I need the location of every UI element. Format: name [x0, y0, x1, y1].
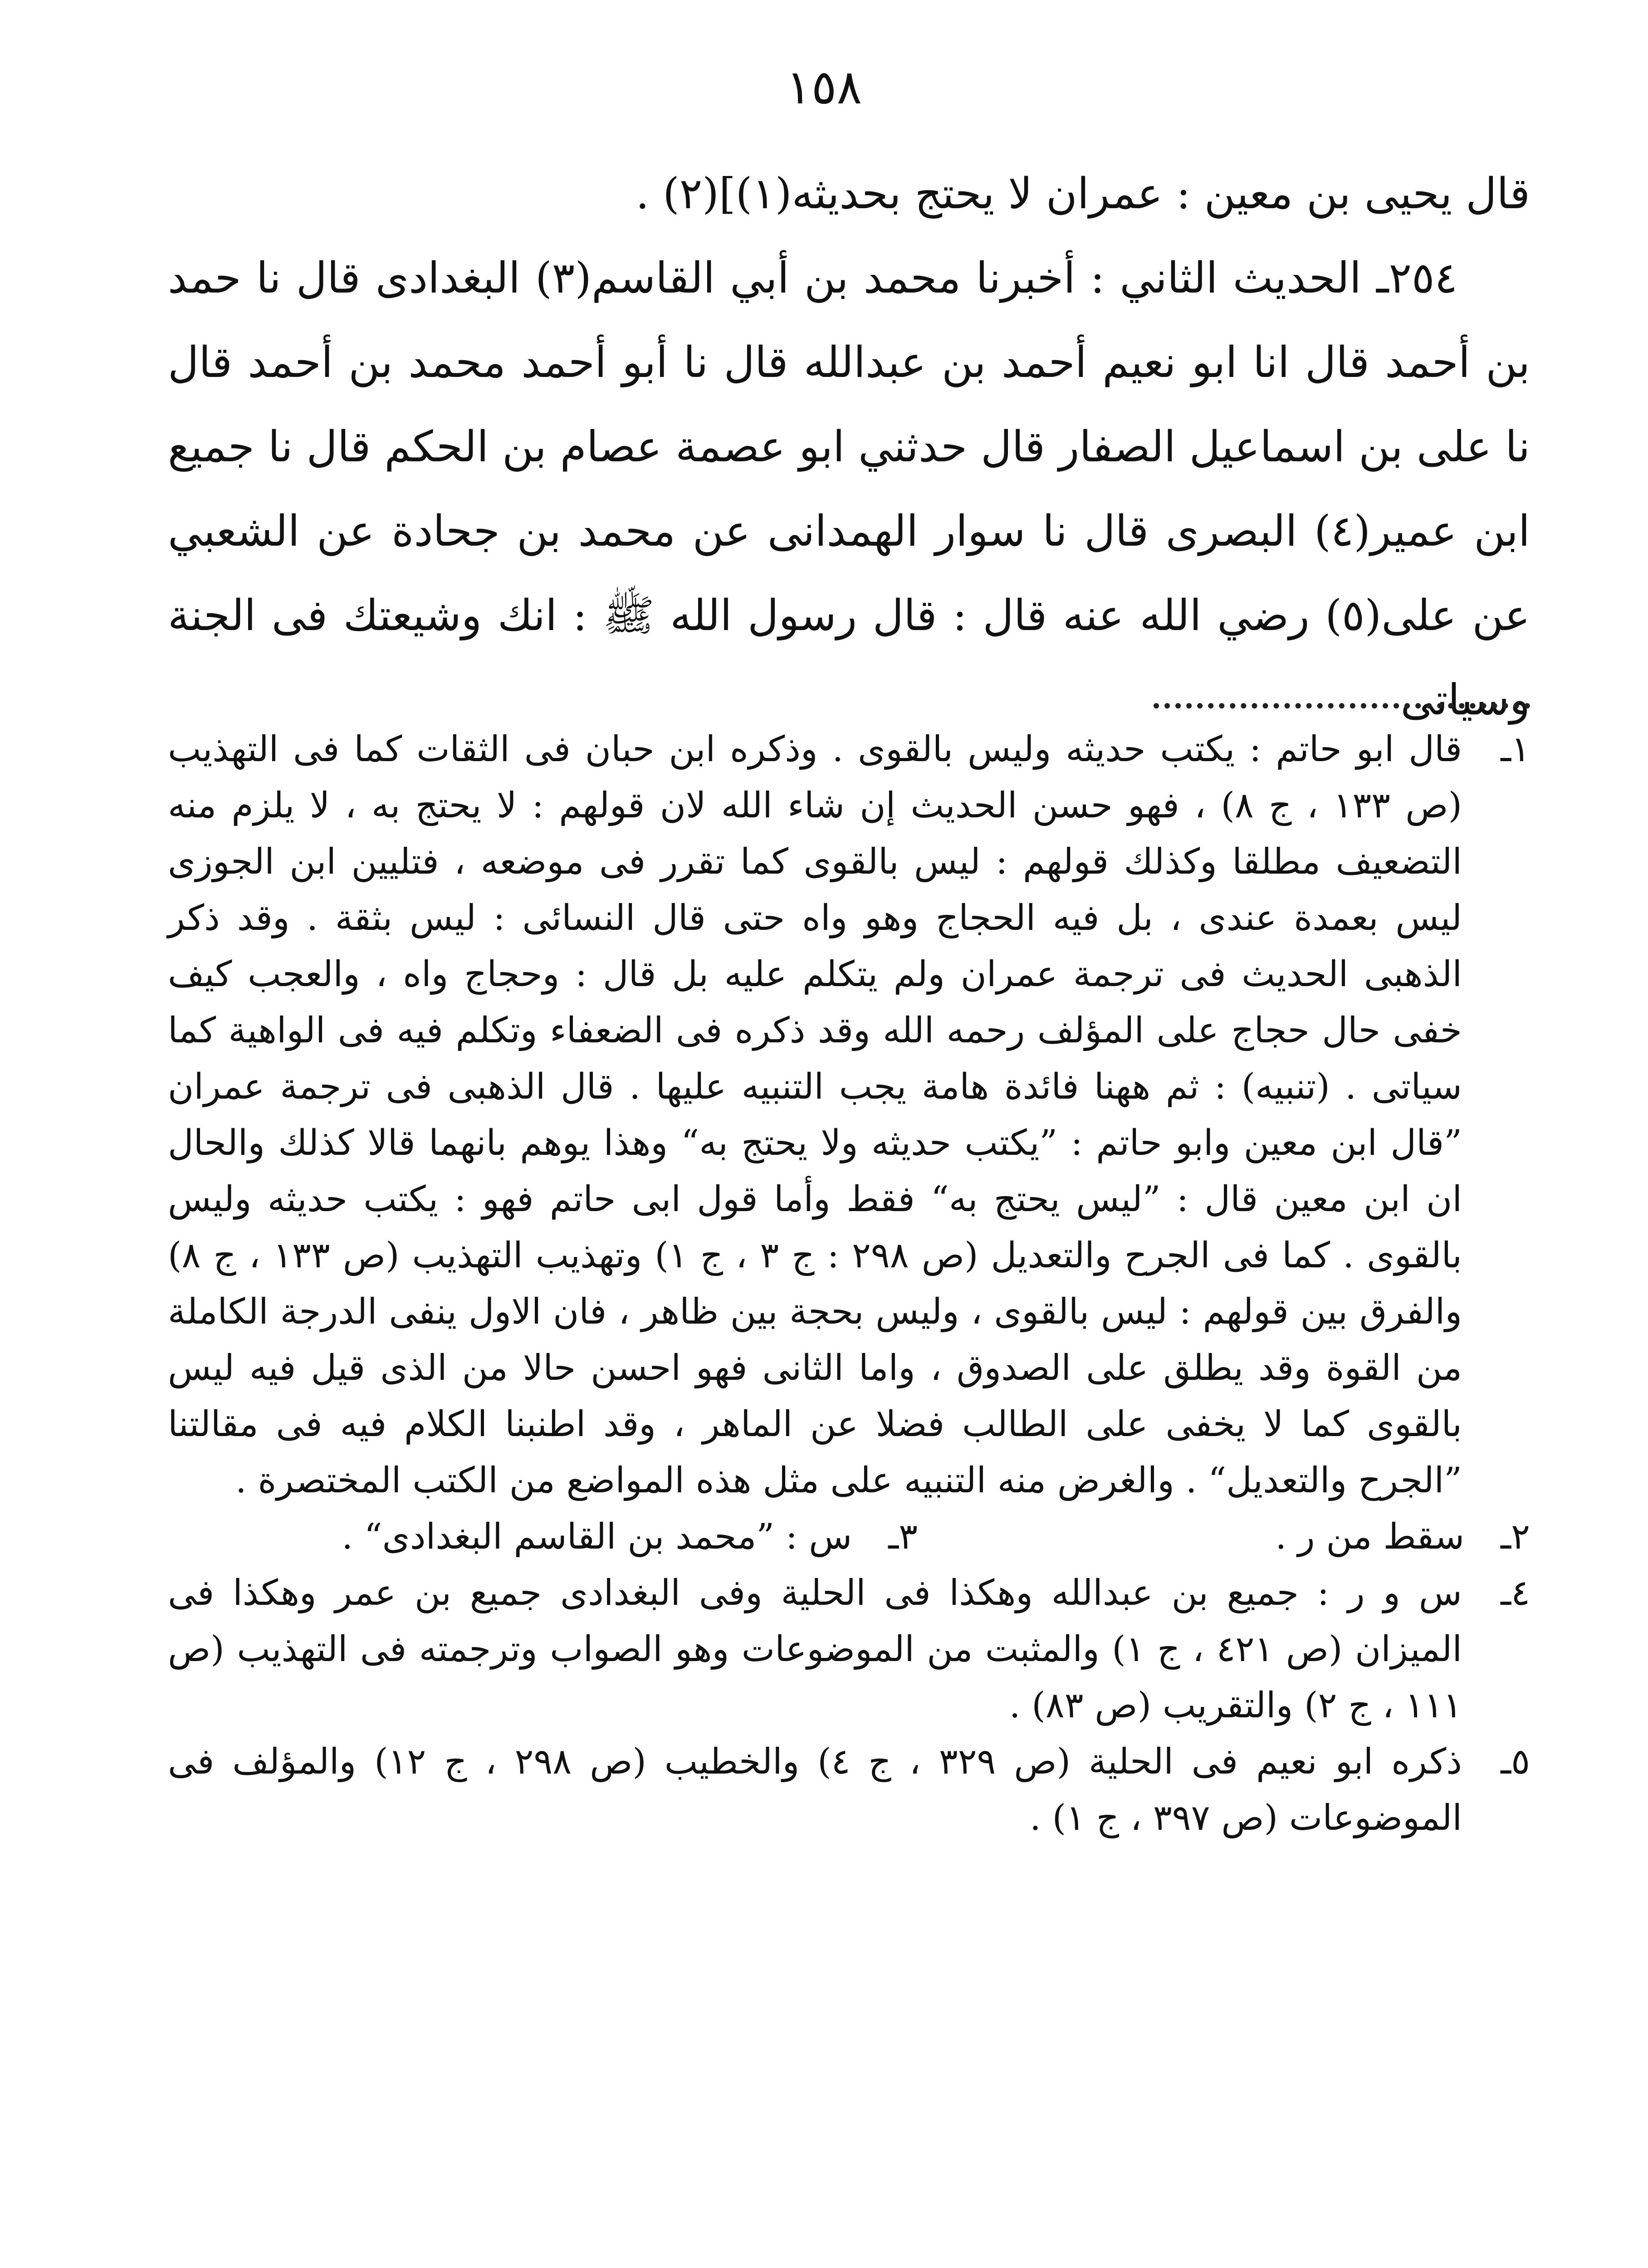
footnote-number: ٢ـ — [1501, 1516, 1530, 1557]
footnote-1 — [168, 721, 1530, 1509]
footnotes — [168, 721, 1530, 1846]
footnote-text: س : ”محمد بن القاسم البغدادى“ . — [342, 1516, 852, 1557]
footnote-number: ١ـ — [1501, 729, 1530, 770]
footnote-number: ٥ـ — [1501, 1741, 1530, 1782]
main-text — [168, 152, 1530, 743]
footnote-number: ٤ـ — [1501, 1573, 1530, 1613]
main-paragraph-1: قال يحيى بن معين : عمران لا يحتج بحديثه(١)](٢) . — [636, 169, 1530, 219]
footnote-text: قال ابو حاتم : يكتب حديثه وليس بالقوى . وذكره ابن حبان فى الثقات كما فى التهذيب (ص ١٣٣ ، ج ٨) ، فهو حسن الحديث إن شاء الله لان قولهم : لا يحتج به ، لا يلزم منه التضعيف مطلقا وكذلك قولهم : ليس بالقوى كما تقرر فى موضعه ، فتليين ابن الجوزى ليس بعمدة عندى ، بل فيه الحجاج وهو واه حتى قال النسائى : ليس بثقة . وقد ذكر الذهبى الحديث فى ترجمة عمران ولم يتكلم عليه بل قال : وحجاج واه ، والعجب كيف خفى حال حجاج على المؤلف رحمه الله وقد ذكره فى الضعفاء وتكلم فيه فى الواهية كما سياتى . (تنبيه) : ثم ههنا فائدة هامة يجب التنبيه عليها . قال الذهبى فى ترجمة عمران ”قال ابن معين وابو حاتم : ”يكتب حديثه ولا يحتج به“ وهذا يوهم بانهما قالا كذلك والحال ان ابن معين قال : ”ليس يحتج به“ فقط وأما قول ابى حاتم فهو : يكتب حديثه وليس بالقوى . كما فى الجرح والتعديل (ص ٢٩٨ : ج ٣ ، ج ١) وتهذيب التهذيب (ص ١٣٣ ، ج ٨) والفرق بين قولهم : ليس بالقوى ، وليس بحجة بين ظاهر ، فان الاول ينفى الدرجة الكاملة من القوة وقد يطلق على الصدوق ، واما الثانى فهو احسن حالا من الذى قيل فيه ليس بالقوى كما لا يخفى على الطالب فضلا عن الماهر ، وقد اطنبنا الكلام فيه فى مقالتنا ”الجرح والتعديل“ . والغرض منه التنبيه على مثل هذه المواضع من الكتب المختصرة . — [168, 729, 1462, 1501]
footnote-row-2-3 — [168, 1509, 1530, 1565]
footnote-number: ٣ـ — [888, 1516, 918, 1557]
footnote-text: سقط من ر . — [1275, 1516, 1465, 1557]
footnote-text: س و ر : جميع بن عبدالله وهكذا فى الحلية وفى البغدادى جميع بن عمر وهكذا فى الميزان (ص ٤٢١ ، ج ١) والمثبت من الموضوعات وهو الصواب وترجمته فى التهذيب (ص ١١١ ، ج ٢) والتقريب (ص ٨٣) . — [168, 1573, 1462, 1726]
footnote-2 — [1275, 1509, 1530, 1565]
main-paragraph-2: ٢٥٤ـ الحديث الثاني : أخبرنا محمد بن أبي القاسم(٣) البغدادى قال نا حمد بن أحمد قال انا ابو نعيم أحمد بن عبدالله قال نا أبو أحمد محمد بن أحمد قال نا على بن اسماعيل الصفار قال حدثني ابو عصمة عصام بن الحكم قال نا جميع ابن عمير(٤) البصرى قال نا سوار الهمدانى عن محمد بن جحادة عن الشعبي عن على(٥) رضي الله عنه قال : قال رسول الله ﷺ : انك وشيعتك فى الجنة وسياتى — [168, 254, 1530, 725]
page-number: ١٥٨ — [786, 59, 862, 115]
footnote-3 — [342, 1509, 918, 1565]
footnote-5 — [168, 1734, 1530, 1846]
footnote-separator — [1154, 703, 1530, 709]
footnote-text: ذكره ابو نعيم فى الحلية (ص ٣٢٩ ، ج ٤) والخطيب (ص ٢٩٨ ، ج ١٢) والمؤلف فى الموضوعات (ص ٣٩٧ ، ج ١) . — [168, 1741, 1462, 1838]
footnote-4 — [168, 1565, 1530, 1734]
